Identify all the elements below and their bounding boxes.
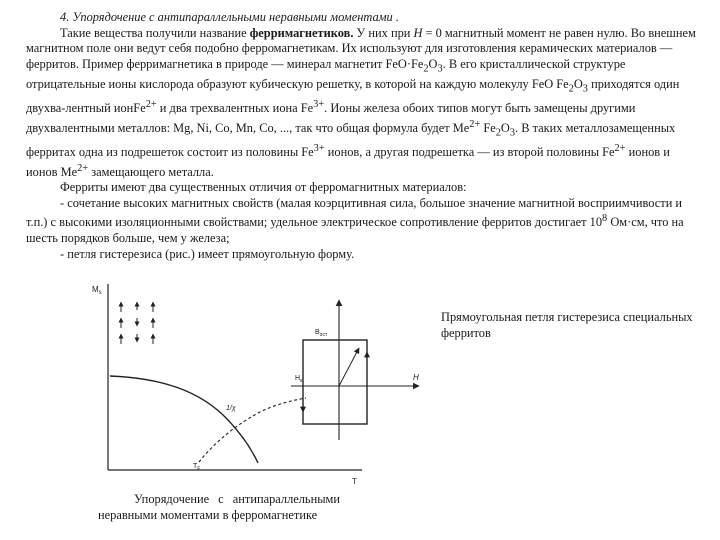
subscript: 2 <box>495 127 501 139</box>
text-run: Fe <box>480 120 496 135</box>
text-run: приходятся один двухва-лентный ионFe <box>26 76 680 116</box>
paragraph-ferrimagnets <box>26 26 698 181</box>
caption-ordering <box>98 492 388 523</box>
text-run: - сочетание высоких магнитных свойств (малая коэрцитивная сила, большое значение магнитной восприимчивости и т.п.) с высокими изоляционными свойствами; удельное электрическое сопротивление ферритов достигает 10 <box>26 195 683 230</box>
paragraph-ferrites: Ферриты имеют два существенных отличия от ферромагнитных материалов: <box>60 180 467 195</box>
hysteresis-loop <box>285 290 445 450</box>
subscript: 3 <box>509 127 516 139</box>
variable-h: H <box>413 25 423 40</box>
text-run: замещающего металла. <box>88 164 214 179</box>
bullet-properties <box>26 196 698 247</box>
text-run: O <box>573 76 583 91</box>
superscript: 8 <box>602 213 608 225</box>
superscript: 2+ <box>77 162 89 174</box>
text-run: У них при <box>353 25 414 40</box>
magnetization-curve <box>110 376 258 463</box>
term-bold: ферримагнетиков. <box>249 25 354 40</box>
subscript: 2 <box>423 63 429 75</box>
text-run: = 0 магнитный момент не равен нулю. Во внешнем магнитном поле они ведут себя подобно ферромагнетикам. Их используют для изготовления керамических материалов — ферритов. Пример ферримагнетика в природе — минерал магнетит FeO·Fe <box>26 25 696 71</box>
figure-hysteresis <box>285 290 445 450</box>
curie-temp-label: $T_F$ <box>193 463 201 472</box>
susceptibility-label: 1/χ <box>226 405 236 412</box>
y-axis-label: $M_s$ <box>92 285 102 296</box>
loop-rectangle <box>303 340 367 424</box>
text-run: ионов и ионов Me <box>26 144 670 179</box>
h-axis-label: H <box>413 373 419 382</box>
text-run: O <box>500 120 510 135</box>
section-heading: 4. Упорядочение с антипараллельными неравными моментами . <box>60 10 399 24</box>
b-residual-label: $B_{ост}$ <box>315 329 328 338</box>
text-run: . Ионы железа обоих типов могут быть замещены другими двухвалентными металлов: Mg, Ni, Co, Mn, Co, ..., так что общая формула будет Me <box>26 101 636 135</box>
text-run: Такие вещества получили название <box>60 25 250 40</box>
text-run: . В его кристаллической структуре отрицательные ионы кислорода образуют кубическую решетку, в которой на каждую молекулу FeO Fe <box>26 56 626 91</box>
caption-hysteresis: Прямоугольная петля гистерезиса специальных ферритов <box>441 310 693 340</box>
superscript: 2+ <box>469 118 481 130</box>
text-block <box>26 10 698 262</box>
text-run: . В таких металлозамещенных ферритах одна из подрешеток состоит из половины Fe <box>26 120 676 159</box>
coercive-force-label: $H_к$ <box>295 375 303 384</box>
caption-line-2: неравными моментами в ферромагнетике <box>98 507 318 522</box>
text-run: Ом·см, что на шесть порядков больше, чем у железа; <box>26 215 684 246</box>
text-run: ионов, а другая подрешетка — из второй половины Fe <box>324 144 615 159</box>
superscript: 2+ <box>145 98 157 110</box>
text-run: и два трехвалентных иона Fe <box>156 101 314 116</box>
subscript: 2 <box>568 83 574 95</box>
subscript: 3 <box>437 63 443 75</box>
x-axis-label: T <box>352 477 357 486</box>
caption-line-1: Упорядочение с антипараллельными <box>134 492 341 506</box>
subscript: 3 <box>582 83 588 95</box>
superscript: 3+ <box>313 142 325 154</box>
spin-arrows-icon <box>121 302 153 344</box>
superscript: 3+ <box>313 98 325 110</box>
superscript: 2+ <box>614 142 626 154</box>
text-run: O <box>428 56 438 71</box>
magnetization-diagonal <box>339 348 359 386</box>
bullet-hysteresis: - петля гистерезиса (рис.) имеет прямоугольную форму. <box>60 246 355 261</box>
